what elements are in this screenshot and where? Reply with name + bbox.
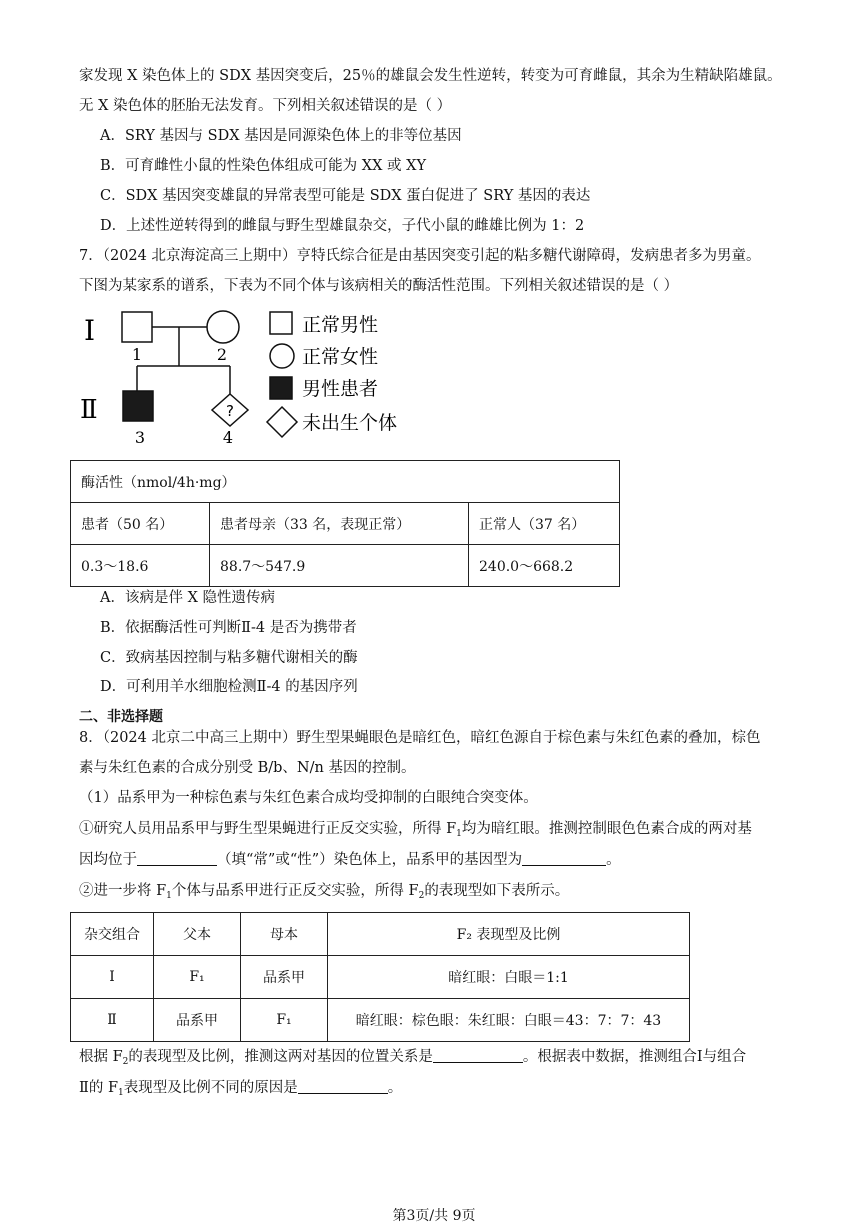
q6-option-b: B．可育雌性小鼠的性染色体组成可能为 XX 或 XY xyxy=(100,158,427,174)
unknown-mark: ? xyxy=(226,402,234,420)
q6-stem-line2: 无 X 染色体的胚胎无法发育。下列相关叙述错误的是（ ） xyxy=(79,98,452,114)
legend-diamond-icon xyxy=(267,407,297,437)
q8-c5: Ⅱ的 $F_1$表现型及比例不同的原因是 。 xyxy=(79,1080,403,1098)
generation-1-label: I xyxy=(84,314,96,347)
enzyme-value-normal: 240.0～668.2 xyxy=(469,545,620,587)
q7-option-c: C．致病基因控制与粘多糖代谢相关的酶 xyxy=(100,650,358,666)
answer-blank-2[interactable] xyxy=(522,851,606,866)
legend-normal-female: 正常女性 xyxy=(302,346,379,368)
q8-part1: （1）品系甲为一种棕色素与朱红色素合成均受抑制的白眼纯合突变体。 xyxy=(79,790,538,806)
legend-filled-square-icon xyxy=(270,377,292,399)
q8-c3: ②进一步将 $F_1$个体与品系甲进行正反交实验，所得 $F_2$的表现型如下表所示。 xyxy=(79,883,570,901)
enzyme-col-patient: 患者（50 名） xyxy=(71,503,210,545)
enzyme-table-header: 酶活性（nmol/4h·mg） xyxy=(71,461,620,503)
enzyme-col-mother: 患者母亲（33 名，表现正常） xyxy=(210,503,469,545)
q8-stem-line2: 素与朱红色素的合成分别受 B/b、N/n 基因的控制。 xyxy=(79,760,416,776)
cross-header-combo: 杂交组合 xyxy=(71,913,154,956)
q6-option-a: A．SRY 基因与 SDX 基因是同源染色体上的非等位基因 xyxy=(100,128,462,144)
pedigree-diagram xyxy=(70,300,430,455)
legend-circle-icon xyxy=(270,344,294,368)
legend-unborn: 未出生个体 xyxy=(302,412,398,434)
label-ind3: 3 xyxy=(134,428,146,447)
cross-header-mother: 母本 xyxy=(241,913,328,956)
answer-blank-4[interactable] xyxy=(298,1079,388,1094)
label-ind2: 2 xyxy=(216,345,228,364)
q8-c1: ①研究人员用品系甲与野生型果蝇进行正反交实验，所得 $F_1$均为暗红眼。推测控制眼色色素合成的两对基 xyxy=(79,821,752,839)
q7-stem-line1: 7．（2024 北京海淀高三上期中）亨特氏综合征是由基因突变引起的粘多糖代谢障碍，发病患者多为男童。 xyxy=(79,248,761,264)
q6-option-c: C．SDX 基因突变雄鼠的异常表型可能是 SDX 蛋白促进了 SRY 基因的表达 xyxy=(100,188,591,204)
enzyme-value-patient: 0.3～18.6 xyxy=(71,545,210,587)
table-row: Ⅱ 品系甲 F₁ 暗红眼：棕色眼：朱红眼：白眼＝43：7：7：43 xyxy=(71,999,690,1042)
enzyme-activity-table xyxy=(70,460,620,587)
answer-blank-3[interactable] xyxy=(433,1048,523,1063)
table-row: Ⅰ F₁ 品系甲 暗红眼：白眼＝1:1 xyxy=(71,956,690,999)
q8-c2: 因均位于 （填“常”或“性”）染色体上，品系甲的基因型为 。 xyxy=(79,852,621,868)
individual-i1-normal-male xyxy=(122,312,152,342)
enzyme-value-mother: 88.7～547.9 xyxy=(210,545,469,587)
section-heading: 二、非选择题 xyxy=(79,709,163,725)
q8-stem-line1: 8．（2024 北京二中高三上期中）野生型果蝇眼色是暗红色，暗红色源自于棕色素与朱红色素的叠加，棕色 xyxy=(79,730,761,746)
legend-normal-male: 正常男性 xyxy=(302,314,379,336)
q6-option-d: D．上述性逆转得到的雌鼠与野生型雄鼠杂交，子代小鼠的雌雄比例为 1：2 xyxy=(100,218,585,234)
individual-i2-normal-female xyxy=(207,311,239,343)
page-footer: 第3页/共 9页 xyxy=(392,1208,476,1224)
q7-option-a: A．该病是伴 X 隐性遗传病 xyxy=(100,590,276,606)
q8-c4: 根据 $F_2$的表现型及比例，推测这两对基因的位置关系是 。根据表中数据，推测组合Ⅰ与组合 xyxy=(79,1049,747,1067)
enzyme-col-normal: 正常人（37 名） xyxy=(469,503,620,545)
generation-2-label: Ⅱ xyxy=(80,395,98,425)
individual-ii3-affected-male xyxy=(123,391,153,421)
cross-header-phenotype: F₂ 表现型及比例 xyxy=(328,913,690,956)
answer-blank-1[interactable] xyxy=(137,851,217,866)
q6-stem-line1: 家发现 X 染色体上的 SDX 基因突变后，25％的雄鼠会发生性逆转，转变为可育雌鼠，其余为生精缺陷雄鼠。 xyxy=(79,68,782,84)
legend-square-icon xyxy=(270,312,292,334)
cross-results-table xyxy=(70,912,690,1042)
cross-header-father: 父本 xyxy=(154,913,241,956)
q7-option-d: D．可利用羊水细胞检测Ⅱ-4 的基因序列 xyxy=(100,679,358,695)
label-ind1: 1 xyxy=(131,345,143,364)
label-ind4: 4 xyxy=(222,428,234,447)
q7-stem-line2: 下图为某家系的谱系，下表为不同个体与该病相关的酶活性范围。下列相关叙述错误的是（ ） xyxy=(79,278,679,294)
q7-option-b: B．依据酶活性可判断Ⅱ-4 是否为携带者 xyxy=(100,620,357,636)
legend-affected-male: 男性患者 xyxy=(302,378,379,400)
